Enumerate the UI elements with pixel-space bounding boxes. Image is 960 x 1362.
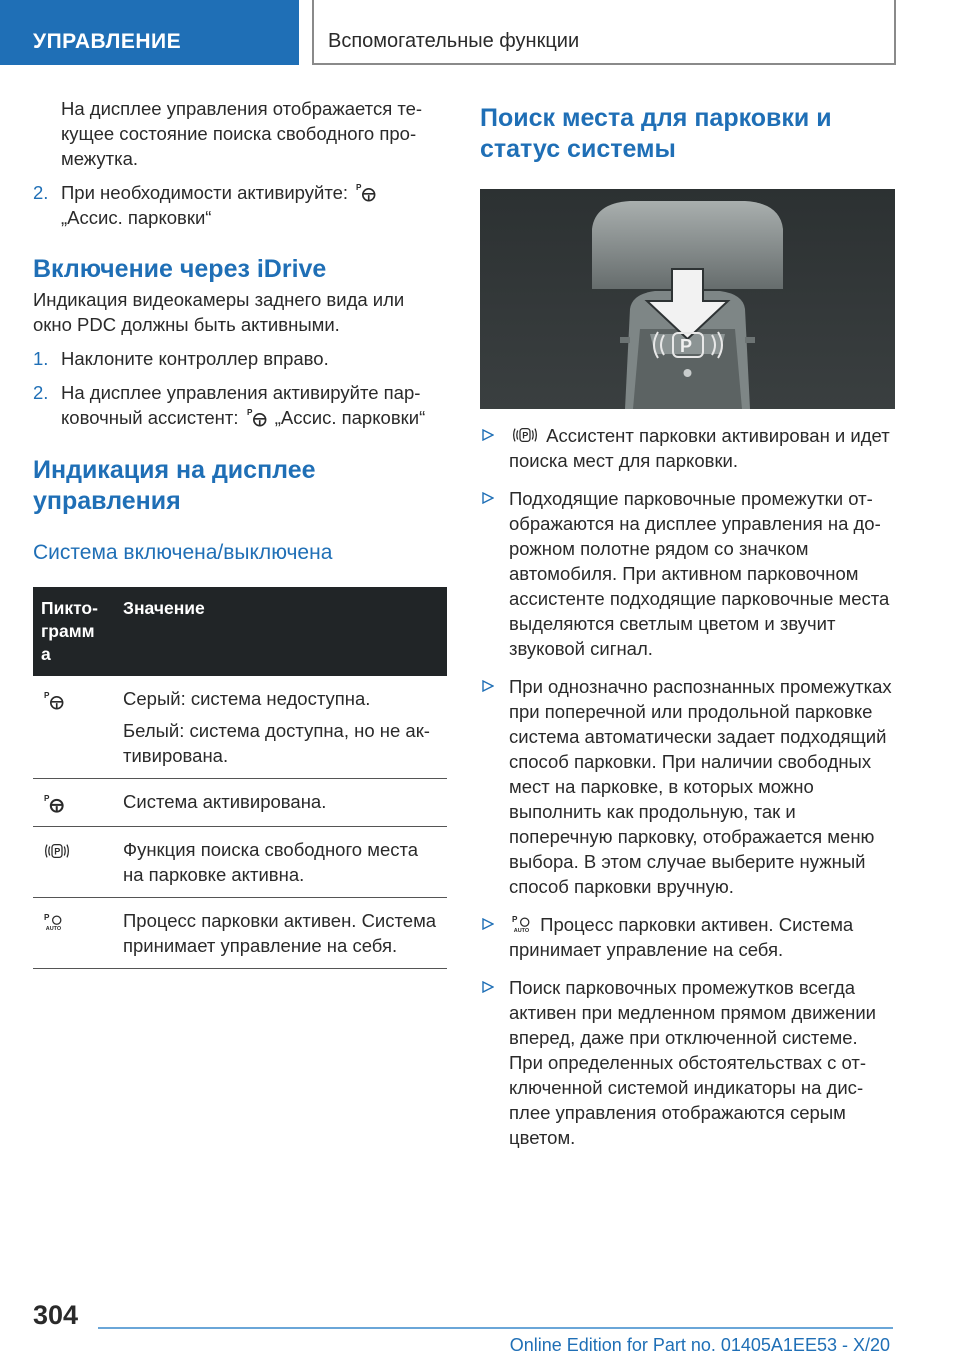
table-cell-text: Процесс парковки активен. Система принимает управление на себя. xyxy=(115,898,447,969)
list-item xyxy=(480,423,895,473)
step-label: „Ассис. парковки“ xyxy=(61,207,212,228)
idrive-intro: Индикация видеокамеры заднего вида или окно PDC должны быть активными. xyxy=(33,289,405,335)
row-text: Серый: система недоступна. xyxy=(123,688,371,709)
left-column xyxy=(33,96,447,969)
table-cell-icon xyxy=(33,898,115,969)
list-item-text: Ассистент парковки активирован и идет поиска мест для парковки. xyxy=(509,425,890,471)
table-row xyxy=(33,898,447,969)
list-item-text: Процесс парковки активен. Система принимает управление на себя. xyxy=(509,914,854,960)
parking-auto-icon xyxy=(511,914,533,934)
page-number: 304 xyxy=(33,1300,79,1330)
heading-parking-search: Поиск места для парковки и статус системы xyxy=(480,104,832,163)
triangle-bullet-icon xyxy=(482,918,494,930)
table-cell-text: Система активирована. xyxy=(115,779,447,827)
table-header-pictogram: Пиктограмм а xyxy=(33,587,115,676)
list-item xyxy=(480,912,895,962)
triangle-bullet-icon xyxy=(482,492,494,504)
list-item-text: Подходящие парковочные промежутки отображаются на дисплее управления на дорожном полотне рядом со значком автомобиля. При активном парковочном ассистенте подходящие парковочные места выделяются светлым цветом и звучит звуковой сигнал. xyxy=(509,488,890,659)
pictogram-table xyxy=(33,587,447,969)
header-chapter-tab xyxy=(312,0,896,65)
table-cell-text xyxy=(115,676,447,779)
idrive-step-1 xyxy=(33,346,447,371)
row-text-2: Белый: система доступна, но не активирована. xyxy=(123,720,430,766)
step-2 xyxy=(33,180,447,230)
list-item-text: Поиск парковочных промежутков всегда активен при медленном прямом движении вперед, даже при отключенной системе. При определенных обстоятельствах с отключенной системой индикаторы на дисплее управления отображаются серым цветом. xyxy=(509,977,876,1148)
intro-continuation: На дисплее управления отображается текущее состояние поиска свободного промежутка. xyxy=(61,98,423,169)
right-column xyxy=(480,103,895,1150)
header-chapter-title: Вспомогательные функции xyxy=(328,30,580,52)
table-header-row xyxy=(33,587,447,676)
step-text: При необходимости активируйте: xyxy=(61,182,349,203)
parking-auto-icon xyxy=(43,912,65,932)
table-row xyxy=(33,779,447,827)
table-row xyxy=(33,827,447,898)
table-header-meaning: Значение xyxy=(115,587,447,676)
parking-assistant-steering-icon xyxy=(355,182,377,202)
table-cell-icon xyxy=(33,779,115,827)
parking-assistant-steering-icon xyxy=(246,407,268,427)
step-text: Наклоните контроллер вправо. xyxy=(61,348,329,369)
header-section-title: УПРАВЛЕНИЕ xyxy=(33,30,182,53)
footer-edition: Online Edition for Part no. 01405A1EE53 - X/20 xyxy=(509,1335,890,1355)
triangle-bullet-icon xyxy=(482,981,494,993)
parking-assistant-steering-icon xyxy=(43,690,65,710)
parking-search-waves-icon xyxy=(511,425,539,445)
svg-text:P: P xyxy=(680,336,693,356)
table-cell-icon xyxy=(33,676,115,779)
step-number: 1. xyxy=(33,348,49,369)
parking-assistant-active-icon xyxy=(43,793,65,813)
parking-search-waves-icon xyxy=(43,841,71,861)
table-cell-icon xyxy=(33,827,115,898)
triangle-bullet-icon xyxy=(482,429,494,441)
table-row xyxy=(33,676,447,779)
list-item xyxy=(480,975,895,1150)
step-text: На дисплее управления активируйте парковочный ассистент: xyxy=(61,382,421,428)
table-cell-text: Функция поиска свободного места на парковке активна. xyxy=(115,827,447,898)
heading-display: Индикация на дисплее управления xyxy=(33,456,316,515)
footer-divider xyxy=(98,1327,893,1329)
header-section-tab xyxy=(0,0,299,65)
idrive-step-2 xyxy=(33,380,447,430)
list-item xyxy=(480,674,895,899)
heading-idrive: Включение через iDrive xyxy=(33,255,327,283)
step-label: „Ассис. парковки“ xyxy=(274,407,426,428)
step-number: 2. xyxy=(33,382,49,403)
list-item xyxy=(480,486,895,661)
triangle-bullet-icon xyxy=(482,680,494,692)
heading-on-off: Система включена/выключена xyxy=(33,541,333,564)
step-number: 2. xyxy=(33,182,49,203)
parking-display-photo xyxy=(480,189,895,409)
list-item-text: При однозначно распознанных промежутках при поперечной или продольной парковке система автоматически задает подходящий способ парковки. При наличии свободных мест на парковке, в которых можно выполнить как продольную, так и поперечную парковку, отображается меню выбора. В этом случае выберите нужный способ парковки вручную. xyxy=(509,676,892,897)
